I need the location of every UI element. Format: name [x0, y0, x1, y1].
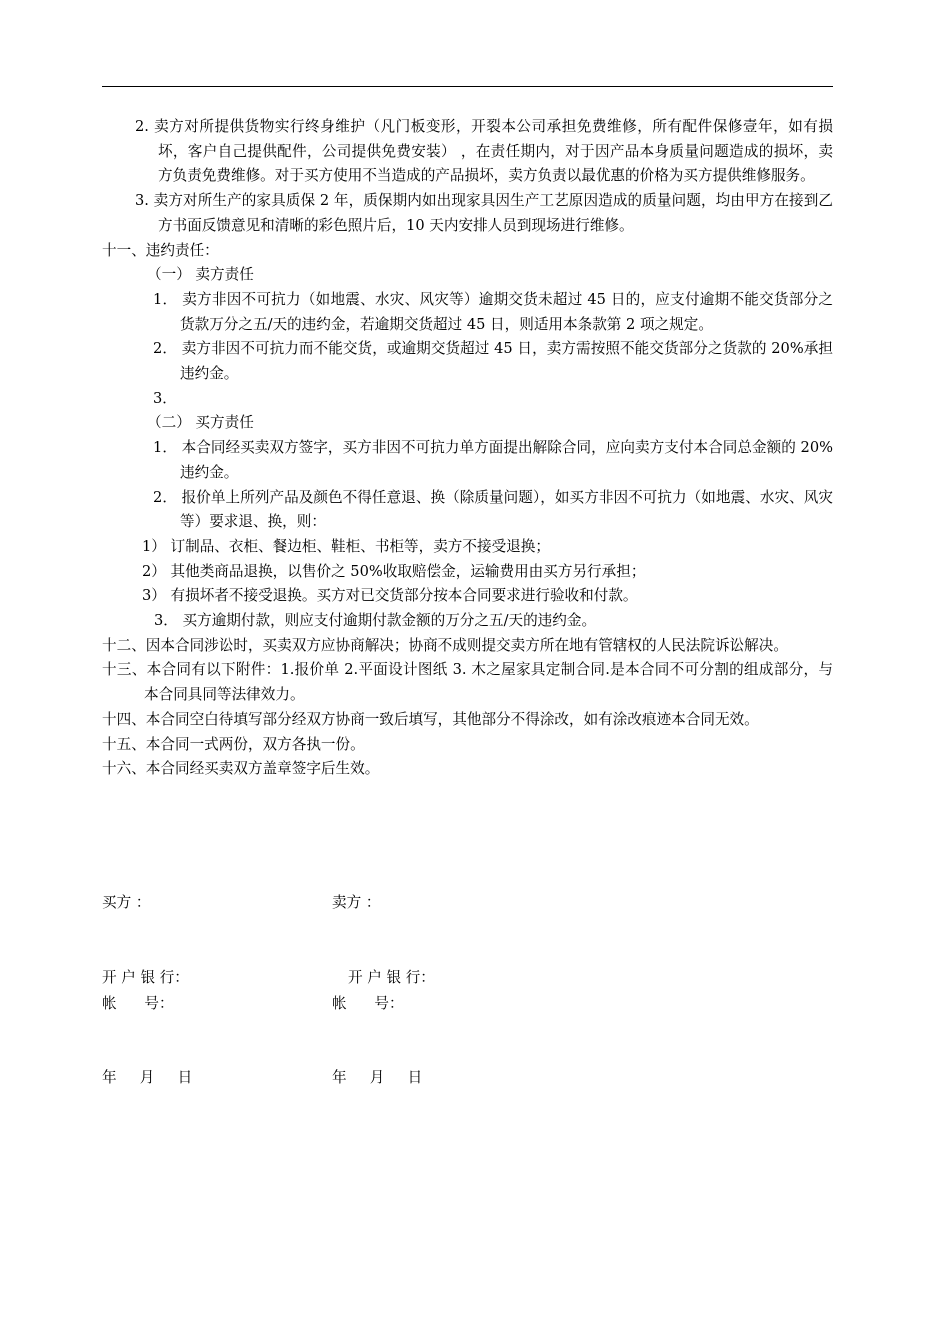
- section-11-heading: 十一、违约责任：: [102, 241, 219, 259]
- header-rule: [102, 86, 833, 87]
- section-14: 十四、本合同空白待填写部分经双方协商一致后填写，其他部分不得涂改，如有涂改痕迹本合同无效。: [102, 710, 759, 728]
- buyer-label: 买方 ：: [102, 894, 151, 911]
- seller-label: 卖方 ：: [332, 894, 381, 911]
- buyer-liability-2-item-3: 3） 有损坏者不接受退换。买方对已交货部分按本合同要求进行验收和付款。: [142, 587, 638, 605]
- contract-body: [102, 115, 833, 782]
- seller-bank-label: 开 户 银 行：: [348, 969, 435, 986]
- buyer-bank-label: 开 户 银 行：: [102, 969, 189, 986]
- buyer-date: 年 月 日: [102, 1069, 193, 1086]
- section-16: 十六、本合同经买卖双方盖章签字后生效。: [102, 760, 380, 778]
- buyer-liability-3: 3． 买方逾期付款，则应支付逾期付款金额的万分之五/天的违约金。: [154, 612, 597, 630]
- section-12: 十二、因本合同涉讼时，买卖双方应协商解决；协商不成则提交卖方所在地有管辖权的人民法院诉讼解决。: [102, 636, 788, 654]
- seller-liability-3: 3．: [153, 389, 177, 407]
- buyer-liability-1: 1． 本合同经买卖双方签字，买方非因不可抗力单方面提出解除合同，应向卖方支付本合同总金额的 20%违约金。: [153, 439, 833, 481]
- seller-liability-1: 1． 卖方非因不可抗力（如地震、水灾、风灾等）逾期交货未超过 45 日的，应支付逾期不能交货部分之货款万分之五/天的违约金，若逾期交货超过 45 日，则适用本条款第 2 项之规定。: [153, 290, 833, 333]
- buyer-liability-2-item-1: 1） 订制品、衣柜、餐边柜、鞋柜、书柜等，卖方不接受退换；: [142, 537, 550, 555]
- seller-liability-2: 2． 卖方非因不可抗力而不能交货，或逾期交货超过 45 日，卖方需按照不能交货部分之货款的 20%承担违约金。: [153, 340, 833, 383]
- seller-liability-heading: （一） 卖方责任: [147, 266, 254, 284]
- buyer-liability-heading: （二） 买方责任: [147, 414, 254, 432]
- seller-date: 年 月 日: [332, 1069, 423, 1086]
- section-13: 十三、本合同有以下附件：1.报价单 2.平面设计图纸 3. 木之屋家具定制合同.是本合同不可分割的组成部分，与本合同具同等法律效力。: [102, 661, 833, 704]
- buyer-account-label: 帐 号：: [102, 995, 174, 1012]
- clause-top-2: 2. 卖方对所提供货物实行终身维护（凡门板变形，开裂本公司承担免费维修，所有配件保修壹年，如有损坏，客户自己提供配件，公司提供免费安装） ，在责任期内，对于因产品本身质量问题造成的损坏，卖方负责免费维修。对于买方使用不当造成的产品损坏，卖方负责以最优惠的价格为买方提供维修服务。: [135, 118, 833, 185]
- buyer-liability-2-item-2: 2） 其他类商品退换，以售价之 50%收取赔偿金，运输费用由买方另行承担；: [142, 562, 646, 580]
- seller-account-label: 帐 号：: [332, 995, 404, 1012]
- clause-top-3: 3. 卖方对所生产的家具质保 2 年，质保期内如出现家具因生产工艺原因造成的质量问题，均由甲方在接到乙方书面反馈意见和清晰的彩色照片后，10 天内安排人员到现场进行维修。: [135, 192, 833, 234]
- section-15: 十五、本合同一式两份，双方各执一份。: [102, 735, 365, 753]
- buyer-liability-2: 2． 报价单上所列产品及颜色不得任意退、换（除质量问题），如买方非因不可抗力（如地震、水灾、风灾等）要求退、换，则：: [153, 488, 833, 531]
